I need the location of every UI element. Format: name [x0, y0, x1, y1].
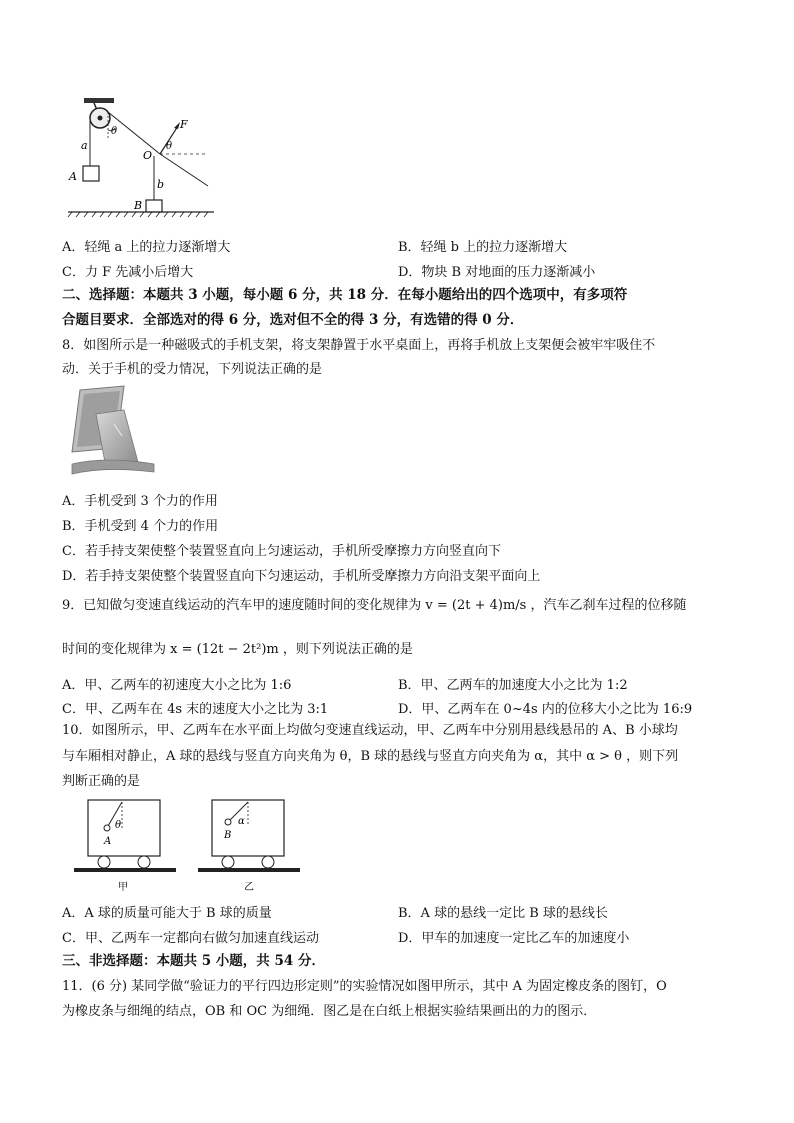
q10-option-b: B．A 球的悬线一定比 B 球的悬线长 [398, 906, 608, 921]
q8-option-b: B．手机受到 4 个力的作用 [62, 519, 219, 534]
q10-stem-line2: 与车厢相对静止，A 球的悬线与竖直方向夹角为 θ，B 球的悬线与竖直方向夹角为 α，其中 α > θ ，则下列 [62, 749, 679, 764]
q9-option-d: D．甲、乙两车在 0~4s 内的位移大小之比为 16:9 [398, 702, 693, 717]
q7-label-A: A [69, 170, 77, 183]
q10-caption-left: 甲 [118, 882, 128, 893]
q10-stem-line1: 10．如图所示，甲、乙两车在水平面上均做匀变速直线运动，甲、乙两车中分别用悬线悬吊的 A、B 小球均 [62, 723, 678, 738]
q7-label-theta2: θ [166, 141, 173, 152]
q10-label-A: A [104, 836, 112, 847]
q10-caption-right: 乙 [244, 882, 254, 893]
q7-option-a: A．轻绳 a 上的拉力逐渐增大 [62, 240, 231, 255]
q11-stem-line2: 为橡皮条与细绳的结点，OB 和 OC 为细绳．图乙是在白纸上根据实验结果画出的力的图示． [62, 1004, 597, 1019]
q8-stem-line2: 动．关于手机的受力情况，下列说法正确的是 [62, 362, 323, 377]
q9-option-a: A．甲、乙两车的初速度大小之比为 1:6 [62, 678, 292, 693]
q9-option-b: B．甲、乙两车的加速度大小之比为 1:2 [398, 678, 628, 693]
q7-option-b: B．轻绳 b 上的拉力逐渐增大 [398, 240, 568, 255]
q7-label-F: F [180, 118, 188, 131]
q10-label-alpha: α [238, 816, 245, 827]
section2-instructions-line2: 合题目要求．全部选对的得 6 分，选对但不全的得 3 分，有选错的得 0 分． [62, 312, 524, 328]
section2-instructions-line1: 二、选择题：本题共 3 小题，每小题 6 分，共 18 分．在每小题给出的四个选项中，有多项符 [62, 287, 628, 303]
q10-label-theta: θ [115, 820, 122, 831]
q10-option-a: A．A 球的质量可能大于 B 球的质量 [62, 906, 272, 921]
q11-stem-line1: 11．(6 分) 某同学做“验证力的平行四边形定则”的实验情况如图甲所示，其中 A 为固定橡皮条的图钉，O [62, 979, 667, 994]
q7-label-theta: θ [111, 126, 118, 137]
q7-label-b: b [157, 178, 165, 191]
q8-option-a: A．手机受到 3 个力的作用 [62, 494, 218, 509]
q8-option-c: C．若手持支架使整个装置竖直向上匀速运动，手机所受摩擦力方向竖直向下 [62, 544, 501, 559]
q9-stem-line2: 时间的变化规律为 x = (12t − 2t²)m ，则下列说法正确的是 [62, 642, 413, 657]
q7-label-a: a [81, 139, 88, 152]
q10-stem-line3: 判断正确的是 [62, 774, 141, 789]
q8-stem-line1: 8．如图所示是一种磁吸式的手机支架，将支架静置于水平桌面上，再将手机放上支架便会被牢牢吸住不 [62, 338, 656, 353]
q7-label-B: B [134, 199, 143, 212]
q8-phone-holder-image [66, 384, 158, 480]
q7-option-d: D．物块 B 对地面的压力逐渐减小 [398, 265, 596, 280]
q9-stem-line1: 9．已知做匀变速直线运动的汽车甲的速度随时间的变化规律为 v = (2t + 4)m/s ，汽车乙刹车过程的位移随 [62, 598, 687, 613]
q7-figure [64, 96, 240, 220]
q10-option-d: D．甲车的加速度一定比乙车的加速度小 [398, 931, 630, 946]
q10-figure [72, 796, 302, 896]
q9-option-c: C．甲、乙两车在 4s 末的速度大小之比为 3:1 [62, 702, 329, 717]
q7-label-O: O [143, 149, 153, 162]
q7-option-c: C．力 F 先减小后增大 [62, 265, 194, 280]
section3-title: 三、非选择题：本题共 5 小题，共 54 分． [62, 953, 325, 969]
q10-label-B: B [224, 830, 232, 841]
q8-option-d: D．若手持支架使整个装置竖直向下匀速运动，手机所受摩擦力方向沿支架平面向上 [62, 569, 541, 584]
q10-option-c: C．甲、乙两车一定都向右做匀加速直线运动 [62, 931, 319, 946]
